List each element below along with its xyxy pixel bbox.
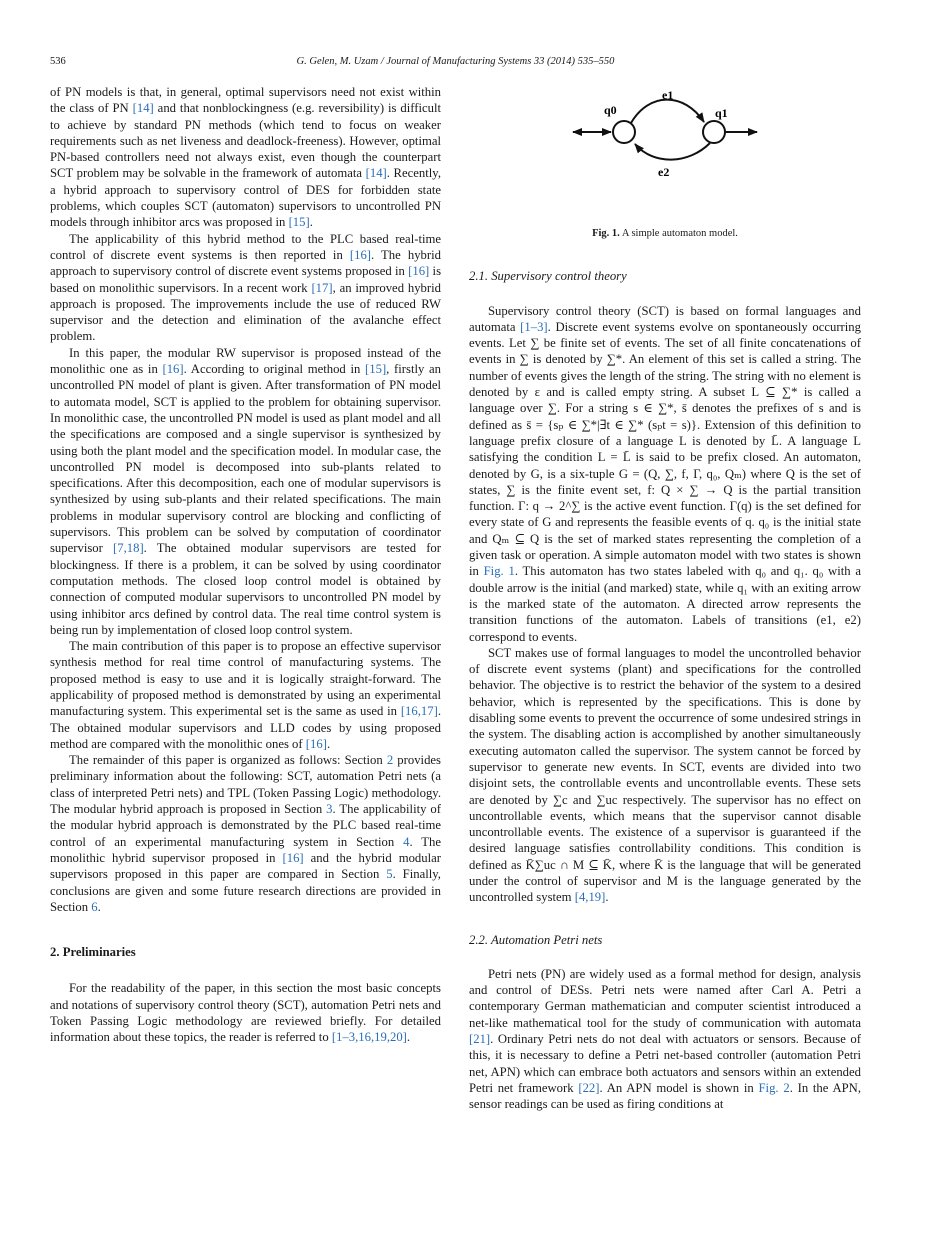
running-title: G. Gelen, M. Uzam / Journal of Manufacturing Systems 33 (2014) 535–550 — [296, 56, 615, 67]
citation-link[interactable]: [16] — [349, 247, 372, 262]
event-label-e1: e1 — [662, 88, 674, 102]
citation-link[interactable]: [14] — [132, 101, 154, 116]
right-column — [469, 84, 861, 1113]
state-q1 — [703, 121, 725, 143]
transition-e1 — [631, 100, 704, 123]
event-label-e2: e2 — [658, 165, 670, 179]
paragraph: Supervisory control theory (SCT) is based on formal languages and automata [1–3]. Discrete event systems evolve on spontaneously occurring events. Let ∑ be finite set of events. The set of all finite concatenations of events in ∑ is denoted by ∑*. An element of this set is called a string. The number of events gives the length of the string. The string with no element is denoted by ε and is called empty string. A subset L ⊆ ∑* is called a language over ∑. For a string s ∈ ∑*, s̄ denotes the prefixes of s and is defined as s̄ = {sₚ ∈ ∑*|∃t ∈ ∑* (sₚt = s)}. Extension of this definition to language prefix closure of a language L is denoted by L̄. A language L satisfying the condition L = L̄ is said to be prefix closed. An automaton, denoted by G, is a six-tuple G = (Q, ∑, f, Γ, q₀, Qₘ) where Q is the set of states, ∑ is the finite event set, f: Q × ∑ → Q is the partial transition function. Γ: q → 2^∑ is the active event function. Γ(q) is the set defined for every state of G and represents the feasible events of q. q₀ is the initial state and Qₘ ⊆ Q is the set of marked states representing the completion of a given task or operation. A simple automaton model with two states is shown in Fig. 1. This automaton has two states labeled with q₀ and q₁. q₀ with a double arrow is the initial (and marked) state, while q₁ with an exiting arrow is the marked state of the automaton. A directed arrow represents the transition functions of the automaton. Labels of transitions (e1, e2) correspond to events. — [469, 303, 861, 644]
citation-link[interactable]: [16] — [162, 362, 184, 377]
citation-link[interactable]: [21] — [469, 1032, 491, 1047]
subsection-heading: 2.2. Automation Petri nets — [469, 932, 603, 947]
citation-link[interactable]: [15] — [365, 362, 387, 377]
citation-link[interactable]: [14] — [365, 166, 387, 181]
state-label-q1: q1 — [715, 106, 728, 120]
paragraph: The remainder of this paper is organized as follows: Section 2 provides preliminary information about the following: SCT, automation Petri nets (a class of interpreted Petri nets) and TPL (Token Passing Logic) methodology. The modular hybrid approach is proposed in Section 3. The applicability of the modular hybrid approach is demonstrated by the PLC based real-time control of an experimental manufacturing system in Section 4. The monolithic hybrid supervisor proposed in [16] and the hybrid modular supervisors proposed in this paper are compared in Section 5. Finally, conclusions are given and some future research directions are provided in Section 6. — [50, 753, 442, 914]
paragraph: of PN models is that, in general, optimal supervisors need not exist within the class of PN [14] and that nonblockingness (e.g. reversibility) is difficult to achieve by standard PN methods (which tend to focus on weaker requirements such as net liveness and deadlock-freeness). However, optimal PN-based controllers need not always exist, even though the counterpart SCT problem may be solvable in the framework of automata [14]. Recently, a hybrid approach to supervisory control of DES for forbidden state problems, which couples SCT (automaton) supervisors to uncontrolled PN models through inhibitor arcs was proposed in [15]. — [50, 85, 441, 230]
figure-caption-text: A simple automaton model. — [619, 228, 738, 239]
citation-link[interactable]: [16,17] — [400, 704, 438, 719]
citation-link[interactable]: [16] — [282, 850, 304, 865]
state-q0 — [613, 121, 635, 143]
citation-link[interactable]: [1–3,16,19,20] — [331, 1030, 407, 1045]
citation-link[interactable]: [17] — [311, 280, 333, 295]
section-link[interactable]: 2 — [386, 753, 394, 768]
state-label-q0: q0 — [604, 103, 617, 117]
figure-label: Fig. 1. — [592, 228, 620, 239]
paragraph: The applicability of this hybrid method to the PLC based real-time control of discrete event systems is then reported in [16]. The hybrid approach to supervisory control of discrete event systems proposed in [16] is based on monolithic supervisors. In a recent work [17], an improved hybrid approach is proposed. The improvements include the use of reduced RW supervisor and the detection and elimination of the avalanche effect problem. — [50, 231, 442, 344]
citation-link[interactable]: [16] — [408, 264, 430, 279]
transition-e2 — [635, 143, 710, 160]
figure-link[interactable]: Fig. 1 — [483, 564, 515, 579]
page-number: 536 — [50, 56, 66, 67]
paragraph: SCT makes use of formal languages to model the uncontrolled behavior of discrete event systems (plant) and specifications for the controlled behavior. The objective is to restrict the behavior of the system to a desired behavior, which is represented by the specifications. This is done by disabling some events to prevent the occurrence of some undesired strings in the system. The disabling action is accomplished by another simultaneously executing automaton called the supervisor. The system cannot be forced by supervisor to generate new events. In SCT, events are divided into two disjoint sets, the controllable events and uncontrollable events. These sets are denoted by ∑c and ∑uc respectively. The supervisor has no effect on uncontrollable events, which means that the supervisor cannot disable uncontrollable events. The existence of a supervisor is guaranteed if the desired language satisfies controllability conditions. This condition is defined as K̄∑uc ∩ M ⊆ K̄, where K̄ is the language that will be generated under the control of supervisor and M is the language generated by the uncontrolled system [4,19]. — [469, 645, 861, 905]
paragraph: Petri nets (PN) are widely used as a formal method for design, analysis and control of DESs. Petri nets were named after Carl A. Petri a contemporary German mathematician and computer scientist introduced a net-like mathematical tool for the study of communication with automata [21]. Ordinary Petri nets do not deal with actuators or sensors. Because of this, it is necessary to define a Petri net-based controller (automation Petri net, APN) which can embrace both actuators and sensors within an extended Petri net framework [22]. An APN model is shown in Fig. 2. In the APN, sensor readings can be used as firing conditions at — [469, 966, 861, 1112]
section-link[interactable]: 3 — [326, 802, 333, 817]
section-link[interactable]: 5 — [386, 867, 393, 882]
citation-link[interactable]: [16] — [305, 736, 327, 751]
automaton-diagram — [469, 84, 861, 196]
section-heading: 2. Preliminaries — [50, 945, 136, 960]
citation-link[interactable]: [7,18] — [113, 541, 144, 556]
figure-caption — [469, 226, 861, 242]
citation-link[interactable]: [15] — [288, 215, 310, 230]
figure-link[interactable]: Fig. 2 — [758, 1080, 790, 1095]
section-link[interactable]: 6 — [91, 899, 98, 914]
subsection-heading: 2.1. Supervisory control theory — [469, 269, 627, 284]
citation-link[interactable]: [4,19] — [574, 890, 606, 905]
left-column — [50, 84, 441, 1046]
section-link[interactable]: 4 — [403, 834, 410, 849]
paragraph: For the readability of the paper, in this section the most basic concepts and notations of supervisory control theory (SCT), automation Petri nets and Token Passing Logic methodology are reviewed briefly. For detailed information about these topics, the reader is referred to [1–3,16,19,20]. — [50, 981, 441, 1045]
citation-link[interactable]: [1–3] — [520, 319, 548, 334]
paragraph: In this paper, the modular RW supervisor is proposed instead of the monolithic one as in [16]. According to original method in [15], firstly an uncontrolled PN model of plant is given. After transformation of PN model to automata model, SCT is applied to the problem for obtaining supervisor. In monolithic case, the uncontrolled PN model is used as plant model and all the specifications are composed and a single supervisor is synthesized by using both the plant model and the specification model. In modular case, the uncontrolled PN model is decomposed into sub-plants related to specifications. After this decomposition, each one of modular supervisors is synthesized by using sub-plants and their related specifications. The main problems in modular supervisory control are blocking and conflicting of supervisors. This problem can be solved by computation of coordinator supervisor [7,18]. The obtained modular supervisors are tested for blockingness. If there is a problem, it can be solved by using coordinator computation methods. The closed loop control model is obtained by connection of computed modular supervisors to uncontrolled PN model by using inhibitor arcs defined by control data. The real time control system is being run by implementation of closed loop control system. — [50, 345, 442, 637]
page-header — [50, 56, 861, 70]
figure-1 — [469, 84, 861, 226]
paragraph: The main contribution of this paper is to propose an effective supervisor synthesis method for real time control of manufacturing systems. The proposed method is easy to use and it is logically straight-forward. The applicability of proposed method is demonstrated by using an experimental manufacturing system. This experimental set is the same as used in [16,17]. The obtained modular supervisors and LLD codes by using proposed method are compared with the monolithic ones of [16]. — [50, 639, 441, 751]
citation-link[interactable]: [22] — [578, 1080, 600, 1095]
